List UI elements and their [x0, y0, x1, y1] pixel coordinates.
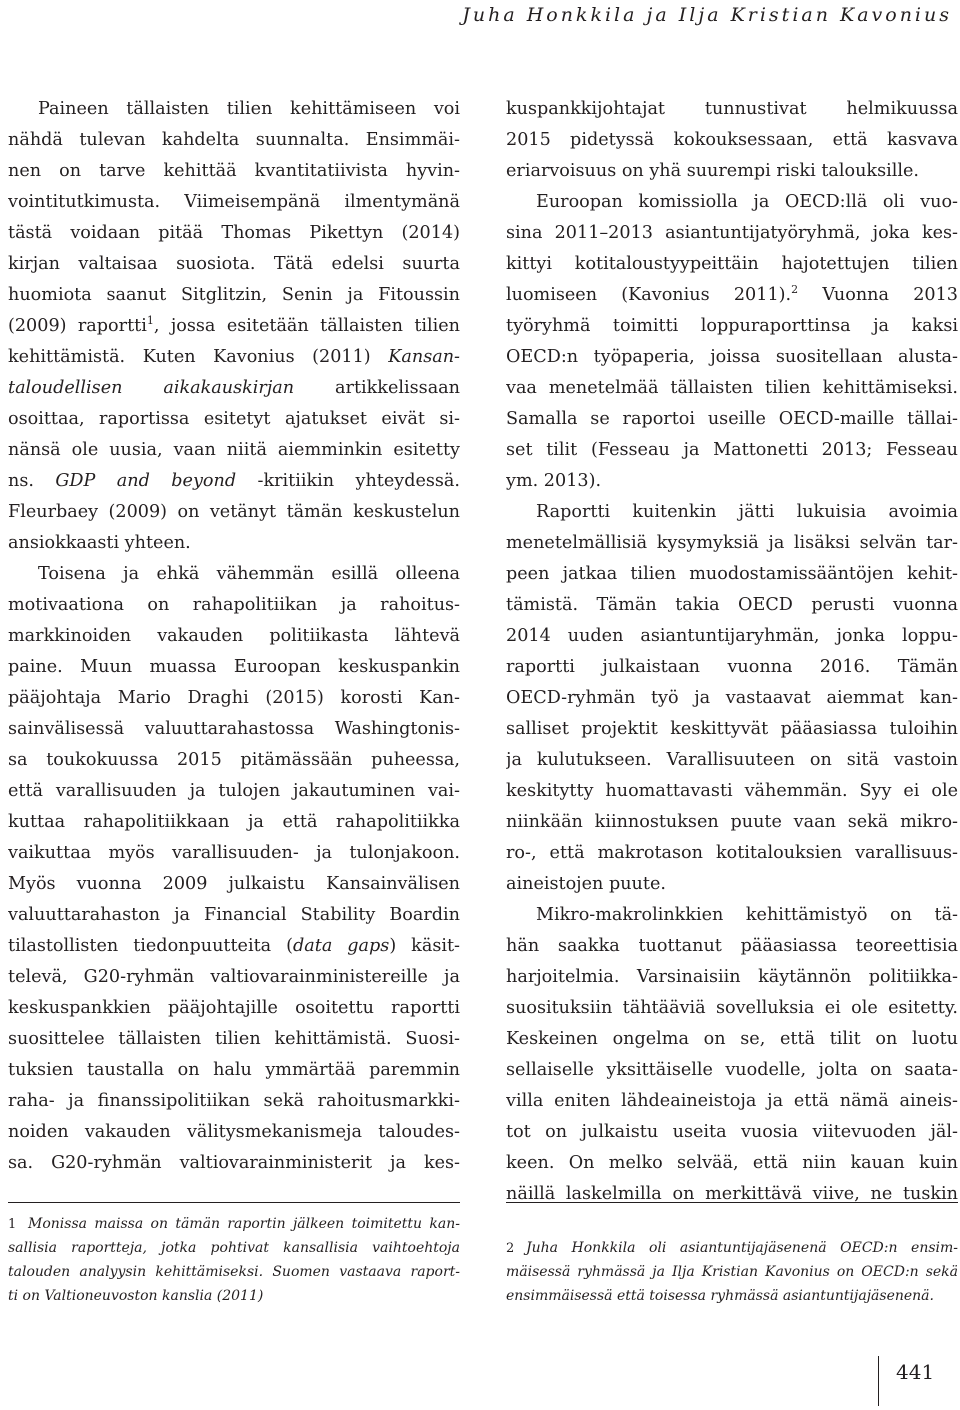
text-line: ro-, että makrotason kotitalouksien varallisuus- — [506, 843, 958, 863]
text-line: tästä voidaan pitää Thomas Pikettyn (2014) — [8, 223, 460, 243]
text-line: markkinoiden vakauden politiikasta lähtevä — [8, 626, 460, 646]
left-column — [8, 94, 460, 1179]
footnote-marker: 1 — [146, 314, 154, 328]
text-line: OECD:n työpaperia, joissa suositellaan alusta- — [506, 347, 958, 367]
text-line — [8, 342, 460, 373]
text-line: sa toukokuussa 2015 pitämässään puheessa, — [8, 750, 460, 770]
text-line: vaa menetelmää tällaisten tilien kehittämiseksi. — [506, 378, 958, 398]
text-fragment: (2009) raportti — [8, 316, 147, 336]
text-line — [8, 373, 460, 404]
text-line: sina 2011–2013 asiantuntijatyöryhmä, joka kes- — [506, 223, 958, 243]
text-fragment: Juha Honkkila oli asiantuntijajäsenenä OECD:n ensim- — [526, 1240, 958, 1256]
text-line: pääjohtaja Mario Draghi (2015) korosti Kan- — [8, 688, 460, 708]
text-fragment: luomiseen (Kavonius 2011). — [506, 285, 792, 305]
footnote-1 — [8, 1212, 460, 1308]
text-line — [8, 931, 460, 962]
text-line: suosittelee tällaisten tilien kehittämistä. Suosi- — [8, 1029, 460, 1049]
italic-fragment: Kansan- — [388, 347, 460, 367]
text-line: sainvälisessä valuuttarahastossa Washingtonis- — [8, 719, 460, 739]
running-head: Juha Honkkila ja Ilja Kristian Kavonius — [462, 4, 952, 26]
text-line: salliset projektit keskittyvät pääasiassa tuloihin — [506, 719, 958, 739]
italic-fragment: GDP and beyond — [55, 471, 237, 491]
text-line: ja kulutukseen. Varallisuuteen on sitä vastoin — [506, 750, 958, 770]
page-number: 441 — [896, 1360, 935, 1384]
text-line: raportti julkaistaan vuonna 2016. Tämän — [506, 657, 958, 677]
text-line: villa eniten lähdeaineistoja ja että nämä aineis- — [506, 1091, 958, 1111]
text-line: kittyi kotitaloustyypeittäin hajotettujen tilien — [506, 254, 958, 274]
text-line: Samalla se raportoi useille OECD-maille tällai- — [506, 409, 958, 429]
text-line: vointitutkimusta. Viimeisempänä ilmentymänä — [8, 192, 460, 212]
text-line: peen jatkaa tilien muodostamissääntöjen kehit- — [506, 564, 958, 584]
text-line: ansiokkaasti yhteen. — [8, 533, 191, 553]
text-line — [506, 280, 958, 311]
text-line: niinkään kiinnostuksen puute vaan sekä mikro- — [506, 812, 958, 832]
text-line: keskuspankkien pääjohtajille osoitettu raportti — [8, 998, 460, 1018]
footnote-line: ti on Valtioneuvoston kanslia (2011) — [8, 1288, 264, 1304]
text-line: hän saakka tuottanut pääasiassa teoreettisia — [506, 936, 958, 956]
text-fragment: artikkelissaan — [294, 378, 460, 398]
text-line: aineistojen puute. — [506, 874, 666, 894]
text-fragment: ) käsit- — [389, 936, 460, 956]
text-line: osoittaa, raportissa esitetyt ajatukset eivät si- — [8, 409, 460, 429]
text-line: set tilit (Fesseau ja Mattonetti 2013; Fesseau — [506, 440, 958, 460]
text-line: Fleurbaey (2009) on vetänyt tämän keskustelun — [8, 502, 460, 522]
text-line: nähdä tulevan kahdelta suunnalta. Ensimmäi- — [8, 130, 460, 150]
text-line: työryhmä toimitti loppuraporttinsa ja kaksi — [506, 316, 958, 336]
footnote-line — [506, 1236, 958, 1260]
text-line: Euroopan komissiolla ja OECD:llä oli vuo- — [536, 192, 958, 212]
text-line: raha- ja finanssipolitiikan sekä rahoitusmarkki- — [8, 1091, 460, 1111]
text-line: 2014 uuden asiantuntijaryhmän, jonka loppu- — [506, 626, 958, 646]
footnote-2 — [506, 1236, 958, 1308]
footnote-line: sallisia raportteja, jotka pohtivat kansallisia vaihtoehtoja — [8, 1240, 460, 1256]
footnote-line — [8, 1212, 460, 1236]
text-line: eriarvoisuus on yhä suurempi riski talouksille. — [506, 161, 919, 181]
text-fragment: Vuonna 2013 — [798, 285, 958, 305]
text-line: 2015 pidetyssä kokouksessaan, että kasvava — [506, 130, 958, 150]
footnote-line: ensimmäisessä että toisessa ryhmässä asiantuntijajäsenenä. — [506, 1288, 934, 1304]
footnote-number: 2 — [506, 1241, 515, 1256]
text-line: motivaationa on rahapolitiikan ja rahoitus- — [8, 595, 460, 615]
text-line: televä, G20-ryhmän valtiovarainministereille ja — [8, 967, 460, 987]
text-line: tot on julkaistu useita vuosia viitevuoden jäl- — [506, 1122, 958, 1142]
text-line: kirjan valtaisaa suosiota. Tätä edelsi suurta — [8, 254, 460, 274]
text-line: että varallisuuden ja tulojen jakautuminen vai- — [8, 781, 460, 801]
right-column — [506, 94, 958, 1210]
text-line — [8, 466, 460, 497]
text-line: sellaiselle yksittäiselle vuodelle, jolta on saata- — [506, 1060, 958, 1080]
text-line: OECD-ryhmän työ ja vastaavat aiemmat kan- — [506, 688, 958, 708]
text-fragment: tilastollisten tiedonpuutteita ( — [8, 936, 293, 956]
italic-fragment: taloudellisen aikakauskirjan — [8, 378, 295, 398]
text-line: Toisena ja ehkä vähemmän esillä olleena — [38, 564, 460, 584]
text-line: sa. G20-ryhmän valtiovarainministerit ja kes- — [8, 1153, 460, 1173]
text-line: vaikuttaa myös varallisuuden- ja tulonjakoon. — [8, 843, 460, 863]
text-line: nen on tarve kehittää kvantitatiivista hyvin- — [8, 161, 460, 181]
text-fragment: , jossa esitetään tällaisten tilien — [153, 316, 460, 336]
text-line: näillä laskelmilla on merkittävä viive, ne tuskin — [506, 1184, 958, 1204]
page-number-divider — [878, 1356, 879, 1406]
footnote-line: talouden analyysin kehittämiseksi. Suomen vastaava raport- — [8, 1264, 460, 1280]
text-line: tuksien taustalla on halu ymmärtää paremmin — [8, 1060, 460, 1080]
footnote-divider — [8, 1202, 460, 1203]
text-line: kuttaa rahapolitiikkaan ja että rahapolitiikka — [8, 812, 460, 832]
text-line: nänsä ole uusia, vaan niitä aiemminkin esitetty — [8, 440, 460, 460]
text-line: keen. On melko selvää, että niin kauan kuin — [506, 1153, 958, 1173]
text-line: Raportti kuitenkin jätti lukuisia avoimia — [536, 502, 958, 522]
text-line: harjoitelmia. Varsinaisiin käytännön politiikka- — [506, 967, 958, 987]
text-fragment: Monissa maissa on tämän raportin jälkeen toimitettu kan- — [28, 1216, 460, 1232]
text-line: Paineen tällaisten tilien kehittämiseen voi — [38, 99, 460, 119]
text-line: kuspankkijohtajat tunnustivat helmikuussa — [506, 99, 958, 119]
text-line: ym. 2013). — [506, 471, 602, 491]
footnote-marker: 2 — [791, 283, 799, 297]
footnote-divider — [506, 1202, 958, 1203]
text-line: paine. Muun muassa Euroopan keskuspankin — [8, 657, 460, 677]
text-line: suosituksiin tähtääviä sovelluksia ei ole esitetty. — [506, 998, 958, 1018]
text-line: keskitytty huomattavasti vähemmän. Syy ei ole — [506, 781, 958, 801]
italic-fragment: data gaps — [293, 936, 390, 956]
text-line: tämistä. Tämän takia OECD perusti vuonna — [506, 595, 958, 615]
text-line: Myös vuonna 2009 julkaistu Kansainvälisen — [8, 874, 460, 894]
text-line: Mikro-makrolinkkien kehittämistyö on tä- — [536, 905, 958, 925]
text-fragment: -kritiikin yhteydessä. — [236, 471, 460, 491]
text-line: menetelmällisiä kysymyksiä ja lisäksi selvän tar- — [506, 533, 958, 553]
text-line: valuuttarahaston ja Financial Stability Boardin — [8, 905, 460, 925]
footnote-line: mäisessä ryhmässä ja Ilja Kristian Kavonius on OECD:n sekä — [506, 1264, 958, 1280]
text-fragment: ns. — [8, 471, 56, 491]
text-line: Keskeinen ongelma on se, että tilit on luotu — [506, 1029, 958, 1049]
text-line: noiden vakauden välitysmekanismeja taloudes- — [8, 1122, 460, 1142]
text-line: huomiota saanut Sitglitzin, Senin ja Fitoussin — [8, 285, 460, 305]
text-line — [8, 311, 460, 342]
text-fragment: kehittämistä. Kuten Kavonius (2011) — [8, 347, 389, 367]
footnote-number: 1 — [8, 1217, 17, 1232]
